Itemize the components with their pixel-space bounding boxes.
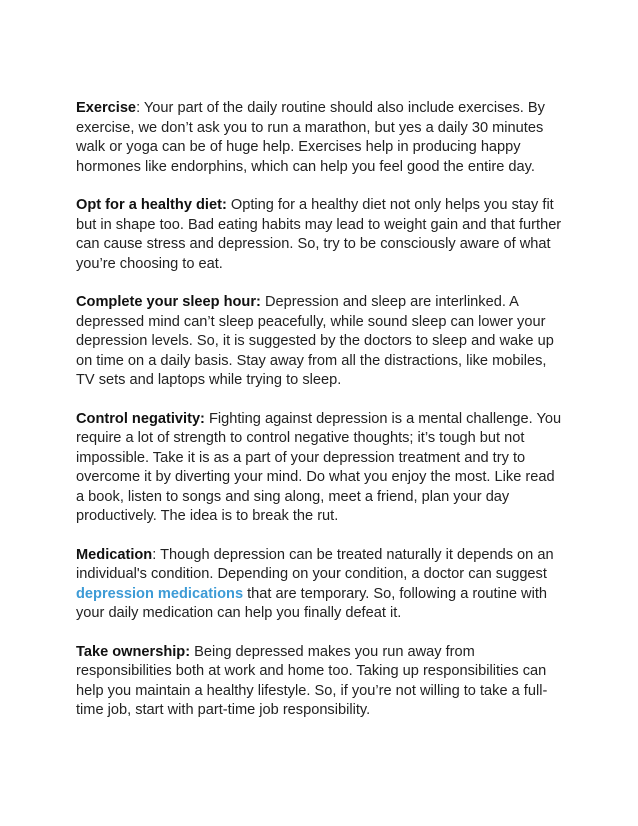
heading-medication: Medication [76, 546, 153, 563]
heading-take-ownership: Take ownership: [76, 643, 191, 660]
paragraph-healthy-diet [76, 196, 566, 274]
paragraph-exercise [76, 99, 566, 177]
paragraph-sleep-hour [76, 293, 566, 391]
heading-control-negativity: Control negativity: [76, 410, 205, 427]
document-body [76, 99, 566, 740]
paragraph-text: : Your part of the daily routine should also include exercises. By exercise, we don’t ask you to run a marathon, but yes a daily 30 minutes walk or yoga can be of huge help. Exercises help in producing happy hormones like endorphins, which can help you feel good the entire day. [76, 100, 545, 175]
heading-exercise: Exercise [76, 100, 137, 116]
depression-medications-link[interactable]: depression medications [76, 585, 244, 602]
paragraph-take-ownership [76, 643, 566, 721]
paragraph-text: that are temporary. So, following a routine with your daily medication can help you finally defeat it. [76, 585, 547, 621]
paragraph-text: : Though depression can be treated naturally it depends on an individual's condition. Depending on your condition, a doctor can suggest [76, 546, 554, 582]
paragraph-text: Being depressed makes you run away from responsibilities both at work and home too. Taking up responsibilities can help you maintain a healthy lifestyle. So, if you’re not willing to take a full-time job, start with part-time job responsibility. [76, 643, 548, 718]
paragraph-control-negativity [76, 410, 566, 527]
paragraph-text: Opting for a healthy diet not only helps you stay fit but in shape too. Bad eating habits may lead to weight gain and that further can cause stress and depression. So, try to be consciously aware of what you’re choosing to eat. [76, 197, 562, 272]
paragraph-medication [76, 546, 566, 624]
heading-healthy-diet: Opt for a healthy diet: [76, 197, 227, 213]
heading-sleep-hour: Complete your sleep hour: [76, 294, 261, 310]
paragraph-text: Depression and sleep are interlinked. A depressed mind can’t sleep peacefully, while sound sleep can lower your depression levels. So, it is suggested by the doctors to sleep and wake up on time on a daily basis. Stay away from all the distractions, like mobiles, TV sets and laptops while trying to sleep. [76, 294, 554, 388]
paragraph-text: Fighting against depression is a mental challenge. You require a lot of strength to control negative thoughts; it’s tough but not impossible. Take it is as a part of your depression treatment and try to overcome it by diverting your mind. Do what you enjoy the most. Like read a book, listen to songs and sing along, meet a friend, plan your day productively. The idea is to break the rut. [76, 410, 562, 524]
